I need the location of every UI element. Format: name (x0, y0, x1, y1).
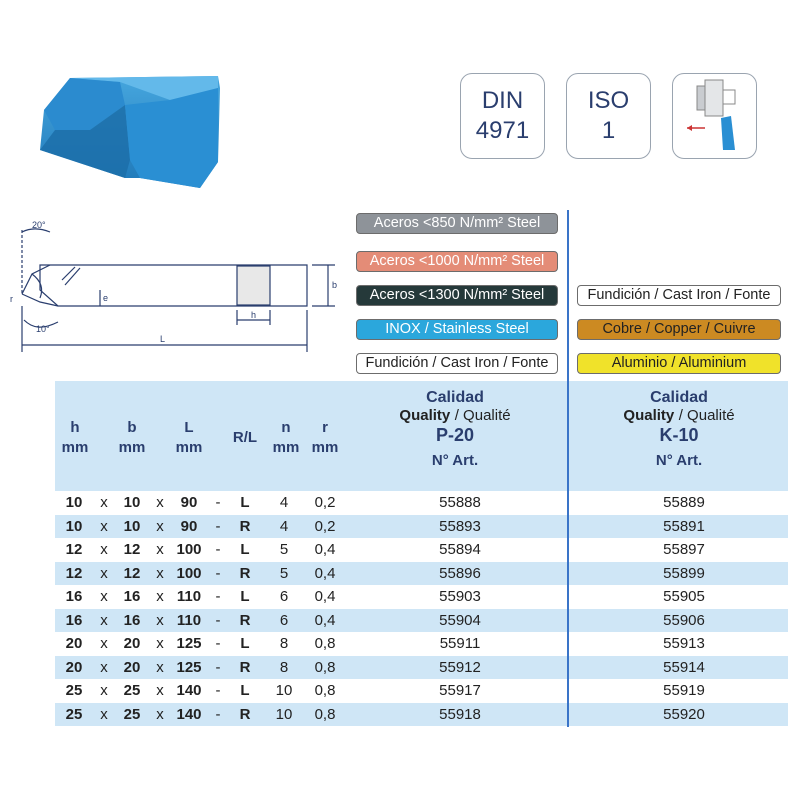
cell-h: 12 (65, 541, 83, 558)
header-b-unit: mm (118, 439, 146, 456)
cell-L: 90 (180, 517, 198, 535)
cell-k10: 55897 (663, 541, 705, 558)
cell-rl: L (240, 682, 250, 699)
cell-h: 20 (65, 658, 83, 676)
table-row (55, 538, 788, 561)
dash-separator: - (215, 635, 221, 652)
cell-L: 100 (176, 541, 202, 558)
cell-rl: L (240, 494, 250, 511)
header-r-unit: mm (311, 439, 339, 456)
table-row (55, 703, 788, 726)
iso-label: ISO (587, 87, 630, 114)
cell-k10: 55919 (663, 682, 705, 699)
times-separator: x (156, 588, 164, 605)
iso-badge (566, 73, 651, 159)
cell-n: 6 (279, 588, 289, 605)
cell-b: 16 (123, 611, 141, 629)
cell-L: 125 (176, 658, 202, 676)
grade-k10: K-10 (659, 425, 699, 445)
cell-L: 110 (176, 611, 202, 629)
angle-top-label: 20° (32, 220, 46, 230)
din-label: DIN (481, 87, 524, 114)
header-n: n (281, 419, 291, 436)
cell-n: 8 (279, 635, 289, 652)
header-b: b (127, 419, 137, 436)
cell-k10: 55914 (663, 658, 705, 676)
cell-p20: 55904 (439, 611, 481, 629)
dash-separator: - (215, 611, 221, 629)
quality-k10-header (579, 389, 779, 469)
cell-rl: R (239, 658, 251, 676)
cell-rl: R (239, 564, 251, 582)
times-separator: x (100, 494, 108, 511)
table-row (55, 562, 788, 585)
times-separator: x (100, 705, 108, 723)
cell-b: 25 (123, 682, 141, 699)
dash-separator: - (215, 705, 221, 723)
dash-separator: - (215, 517, 221, 535)
material-steel-1000: Aceros <1000 N/mm² Steel (356, 251, 558, 272)
cell-h: 12 (65, 564, 83, 582)
dash-separator: - (215, 588, 221, 605)
tool-bit-image (30, 70, 230, 195)
cell-n: 6 (279, 611, 289, 629)
times-separator: x (156, 658, 164, 676)
cell-rl: R (239, 705, 251, 723)
cell-r: 0,8 (314, 682, 336, 699)
cell-b: 12 (123, 564, 141, 582)
cell-b: 16 (123, 588, 141, 605)
header-L-unit: mm (175, 439, 203, 456)
e-label: e (103, 293, 109, 303)
material-stainless: INOX / Stainless Steel (356, 319, 558, 340)
cell-n: 8 (279, 658, 289, 676)
table-row (55, 491, 788, 514)
column-divider-top (567, 210, 569, 382)
cell-rl: R (239, 517, 251, 535)
cell-rl: L (240, 635, 250, 652)
cell-n: 4 (279, 494, 289, 511)
cell-b: 12 (123, 541, 141, 558)
b-dim-label: b (332, 280, 338, 290)
times-separator: x (156, 564, 164, 582)
cell-r: 0,8 (314, 658, 336, 676)
times-separator: x (156, 635, 164, 652)
cell-p20: 55912 (439, 658, 481, 676)
cell-k10: 55889 (663, 494, 705, 511)
times-separator: x (100, 541, 108, 558)
material-copper: Cobre / Copper / Cuivre (577, 319, 781, 340)
material-steel-850: Aceros <850 N/mm² Steel (356, 213, 558, 234)
radius-label: r (10, 294, 13, 304)
table-row (55, 679, 788, 702)
dash-separator: - (215, 658, 221, 676)
technical-drawing (10, 210, 350, 360)
cell-b: 20 (123, 658, 141, 676)
header-h: h (70, 419, 80, 436)
cell-h: 16 (65, 588, 83, 605)
cell-n: 10 (275, 705, 293, 723)
cell-b: 25 (123, 705, 141, 723)
qualite-label: / Qualité (454, 407, 511, 424)
cell-h: 25 (65, 682, 83, 699)
cell-r: 0,4 (314, 611, 336, 629)
table-row (55, 515, 788, 538)
art-no-label: N° Art. (431, 452, 479, 469)
cell-k10: 55905 (663, 588, 705, 605)
cell-k10: 55906 (663, 611, 705, 629)
times-separator: x (100, 588, 108, 605)
times-separator: x (100, 658, 108, 676)
quality-p20-header (355, 389, 555, 469)
cell-p20: 55888 (439, 494, 481, 511)
cell-r: 0,8 (314, 635, 336, 652)
cell-k10: 55920 (663, 705, 705, 723)
h-dim-label: h (251, 310, 257, 320)
cell-b: 10 (123, 517, 141, 535)
cell-r: 0,4 (314, 541, 336, 558)
cell-L: 140 (176, 705, 202, 723)
column-divider (567, 381, 569, 727)
header-L: L (184, 419, 194, 436)
cell-p20: 55911 (439, 635, 481, 652)
boring-operation-icon (672, 73, 757, 159)
cell-h: 10 (65, 494, 83, 511)
cell-b: 10 (123, 494, 141, 511)
cell-p20: 55894 (439, 541, 481, 558)
times-separator: x (100, 611, 108, 629)
times-separator: x (100, 682, 108, 699)
din-badge (460, 73, 545, 159)
material-cast-iron-left: Fundición / Cast Iron / Fonte (356, 353, 558, 374)
cell-n: 5 (279, 541, 289, 558)
cell-p20: 55918 (439, 705, 481, 723)
cell-p20: 55896 (439, 564, 481, 582)
material-cast-iron-right: Fundición / Cast Iron / Fonte (577, 285, 781, 306)
cell-rl: R (239, 611, 251, 629)
cell-h: 16 (65, 611, 83, 629)
cell-n: 5 (279, 564, 289, 582)
quality-label: Quality (399, 407, 451, 424)
quality-label: Quality (623, 407, 675, 424)
header-h-unit: mm (61, 439, 89, 456)
iso-number: 1 (601, 117, 616, 144)
cell-r: 0,2 (314, 494, 336, 511)
dash-separator: - (215, 494, 221, 511)
cell-b: 20 (123, 635, 141, 652)
cell-h: 20 (65, 635, 83, 652)
times-separator: x (156, 682, 164, 699)
dash-separator: - (215, 564, 221, 582)
table-row (55, 585, 788, 608)
qualite-label: / Qualité (678, 407, 735, 424)
cell-r: 0,8 (314, 705, 336, 723)
cell-r: 0,4 (314, 588, 336, 605)
L-dim-label: L (160, 334, 166, 344)
calidad-label: Calidad (426, 389, 484, 406)
times-separator: x (100, 517, 108, 535)
cell-h: 10 (65, 517, 83, 535)
material-aluminium: Aluminio / Aluminium (577, 353, 781, 374)
cell-p20: 55917 (439, 682, 481, 699)
table-row (55, 609, 788, 632)
cell-L: 90 (180, 494, 198, 511)
cell-rl: L (240, 588, 250, 605)
times-separator: x (100, 564, 108, 582)
dash-separator: - (215, 541, 221, 558)
table-row (55, 632, 788, 655)
cell-L: 100 (176, 564, 202, 582)
cell-rl: L (240, 541, 250, 558)
times-separator: x (156, 517, 164, 535)
cell-k10: 55891 (663, 517, 705, 535)
calidad-label: Calidad (650, 389, 708, 406)
cell-n: 4 (279, 517, 289, 535)
cell-p20: 55893 (439, 517, 481, 535)
times-separator: x (156, 541, 164, 558)
cell-L: 110 (176, 588, 202, 605)
cell-r: 0,2 (314, 517, 336, 535)
cell-n: 10 (275, 682, 293, 699)
cell-L: 140 (176, 682, 202, 699)
cell-k10: 55899 (663, 564, 705, 582)
header-n-unit: mm (272, 439, 300, 456)
times-separator: x (156, 611, 164, 629)
din-number: 4971 (475, 117, 530, 144)
art-no-label: N° Art. (655, 452, 703, 469)
cell-r: 0,4 (314, 564, 336, 582)
header-rl: R/L (232, 429, 258, 446)
times-separator: x (100, 635, 108, 652)
dash-separator: - (215, 682, 221, 699)
spec-table (55, 381, 788, 727)
header-r: r (322, 419, 328, 436)
times-separator: x (156, 494, 164, 511)
grade-p20: P-20 (435, 425, 475, 445)
operation-diagram-icon (675, 76, 755, 156)
cell-L: 125 (176, 635, 202, 652)
times-separator: x (156, 705, 164, 723)
material-steel-1300: Aceros <1300 N/mm² Steel (356, 285, 558, 306)
angle-bottom-label: 10° (36, 324, 50, 334)
cell-p20: 55903 (439, 588, 481, 605)
cell-k10: 55913 (663, 635, 705, 652)
cell-h: 25 (65, 705, 83, 723)
table-row (55, 656, 788, 679)
